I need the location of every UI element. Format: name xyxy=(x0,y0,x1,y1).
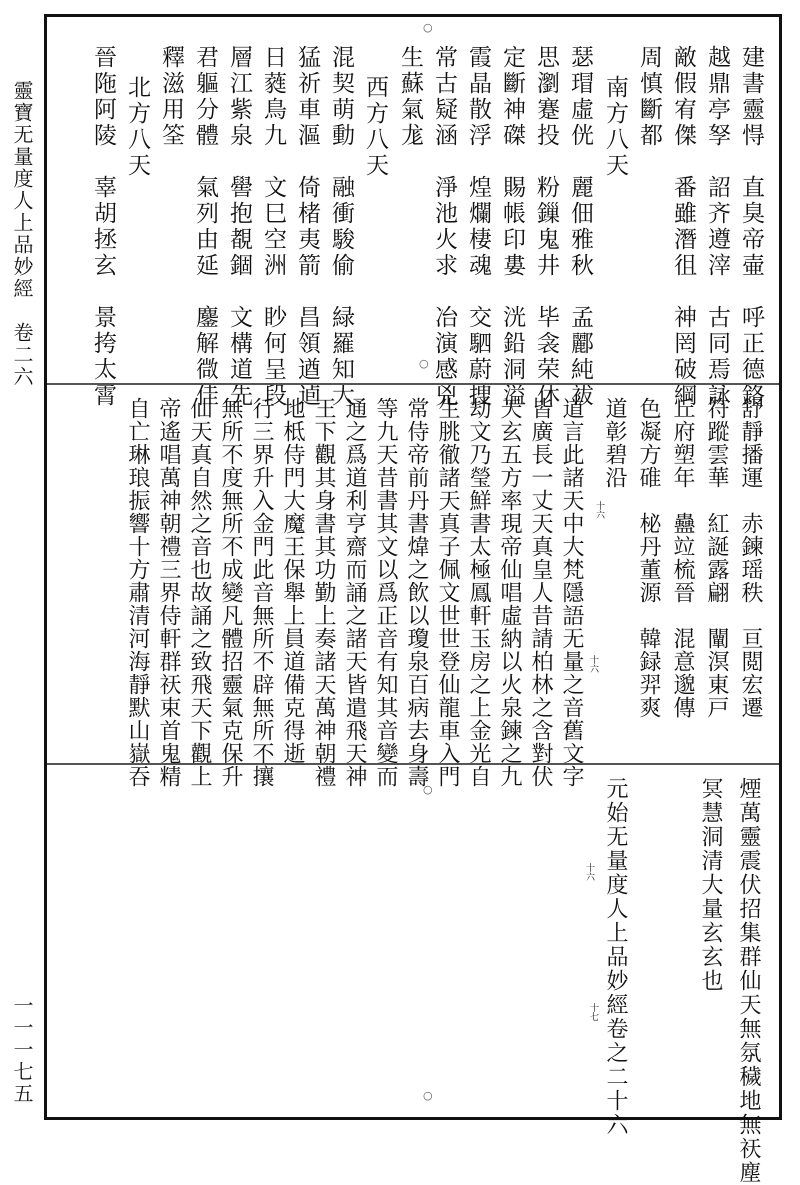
text-column: 生蘇氣尨 xyxy=(397,45,423,149)
text-column: 晉陁阿陵 辜胡拯玄 景挎太霄 xyxy=(90,45,116,409)
book-title: 靈寶无量度人上品妙經 卷二六 xyxy=(10,80,34,388)
text-column: 劫文乃瑩鮮書太極鳳軒玉房之上金光自 xyxy=(466,397,491,788)
text-column: 丘府塑年 蠱竝梳晉 混意邈傳 xyxy=(670,397,695,719)
text-column: 無所不度無所不成變凡體招靈氣克保升 xyxy=(218,397,243,788)
text-column: 釋滋用筌 xyxy=(158,45,184,149)
text-column: 混契萌動 融衝駿偷 緑羅知大 xyxy=(328,45,354,409)
section-heading: 北方八天 xyxy=(124,75,150,179)
page-frame xyxy=(44,14,782,1185)
text-column: 自亡琳琅振響十方肅清河海靜默山嶽吞 xyxy=(125,397,150,788)
text-column: 常古疑涵 淨池火求 冶演感兇 xyxy=(431,45,457,409)
ornament-circle: ○ xyxy=(419,357,429,370)
text-column: 煙萬靈震伏招集群仙天無氛穢地無祆塵 xyxy=(736,777,761,1185)
text-column: 建書靈㥂 直臭帝壷 呼正德鉻 xyxy=(738,45,764,409)
ornament-circle: ○ xyxy=(423,21,433,34)
section-heading: 西方八天 xyxy=(362,75,388,179)
page-mark: 十六 xyxy=(594,501,604,519)
text-column: 敵假宥傑 番雖潛徂 神罔破綱 xyxy=(670,45,696,409)
register-middle xyxy=(47,383,779,788)
text-column: 定斷神磔 賜帳印婁 洸鉛洞溢 xyxy=(499,45,525,409)
colophon-title: 元始无量度人上品妙經卷之二十六 xyxy=(603,777,628,1137)
text-column: 層江紫泉 嚳抱覩錮 文構道先 xyxy=(226,45,252,409)
text-column: 霞晶散浮 煌爛棲魂 交駟蔚捜 xyxy=(465,45,491,409)
text-column: 王下觀其身書其功勤上奏諸天萬神朝禮 xyxy=(311,397,336,788)
text-column: 道言此諸天中大梵隱語无量之音舊文字 xyxy=(559,397,584,788)
page-mark: 十六 xyxy=(588,655,598,673)
text-column: 道彰碧沿 xyxy=(602,397,627,489)
text-column: 瑟瑁虛侊 麗佃雅秋 孟酈純袚 xyxy=(567,45,593,409)
text-column: 猛祈車漚 倚楮夷箭 昌領遒逌 xyxy=(294,45,320,409)
text-column: 天玄五方率現帝仙唱虛納以火泉鍊之九 xyxy=(497,397,522,788)
text-column: 越鼎亭孥 詔齐遵滓 古同焉詠 xyxy=(704,45,730,409)
text-column: 常侍帝前丹書煒之飲以瓊泉百病去身壽 xyxy=(404,397,429,788)
text-column: 地柢侍門大魔王保舉上員道備克得逝 xyxy=(280,397,305,765)
text-column: 日蕤鳥九 文巳空洲 眇何呈段 xyxy=(260,45,286,409)
text-column: 生朓徹諸天真子佩文世世登仙龍車入門 xyxy=(435,397,460,788)
text-column: 色凝方碓 柲丹董源 韓録羿爽 xyxy=(636,397,661,719)
page-mark: 十六 xyxy=(584,863,594,881)
text-column: 周慎斷都 xyxy=(636,45,662,149)
text-column: 君軀分體 氣列由延 鏖解㣲佳 xyxy=(192,45,218,409)
text-column: 等九天昔書其文以爲正音有知其音變而 xyxy=(373,397,398,788)
margin-title xyxy=(2,80,36,1130)
register-top xyxy=(47,17,779,409)
ornament-circle: ○ xyxy=(423,1089,433,1102)
page-mark: 十七 xyxy=(588,1003,598,1021)
text-column: 舒靜播運 赤鍊瑶秩 亘閲宏遷 xyxy=(738,397,763,719)
text-column: 通之爲道利亨齋而誦之諸天皆遣飛天神 xyxy=(342,397,367,788)
text-column: 仙天真自然之音也故誦之致飛天下觀上 xyxy=(187,397,212,788)
page-number: 一一一七五 xyxy=(10,995,34,1105)
text-column: 符蹤雲華 紅誕露翩 闡溟東戸 xyxy=(704,397,729,719)
text-column: 思瀏蹇投 粉鏁鬼井 毕衾荣休 xyxy=(533,45,559,409)
text-column: 冥慧洞清大量玄玄也 xyxy=(698,777,723,993)
section-heading: 南方八天 xyxy=(602,75,628,179)
register-bottom xyxy=(47,763,779,1185)
text-column: 帝遙唱萬神朝禮三界侍軒群祆束首鬼精 xyxy=(156,397,181,788)
text-column: 皆廣長一丈天真皇人昔請柏林之含對伏 xyxy=(528,397,553,788)
text-column: 行三界升入金門此音無所不辟無所不攘 xyxy=(249,397,274,788)
ornament-circle: ○ xyxy=(423,783,433,796)
